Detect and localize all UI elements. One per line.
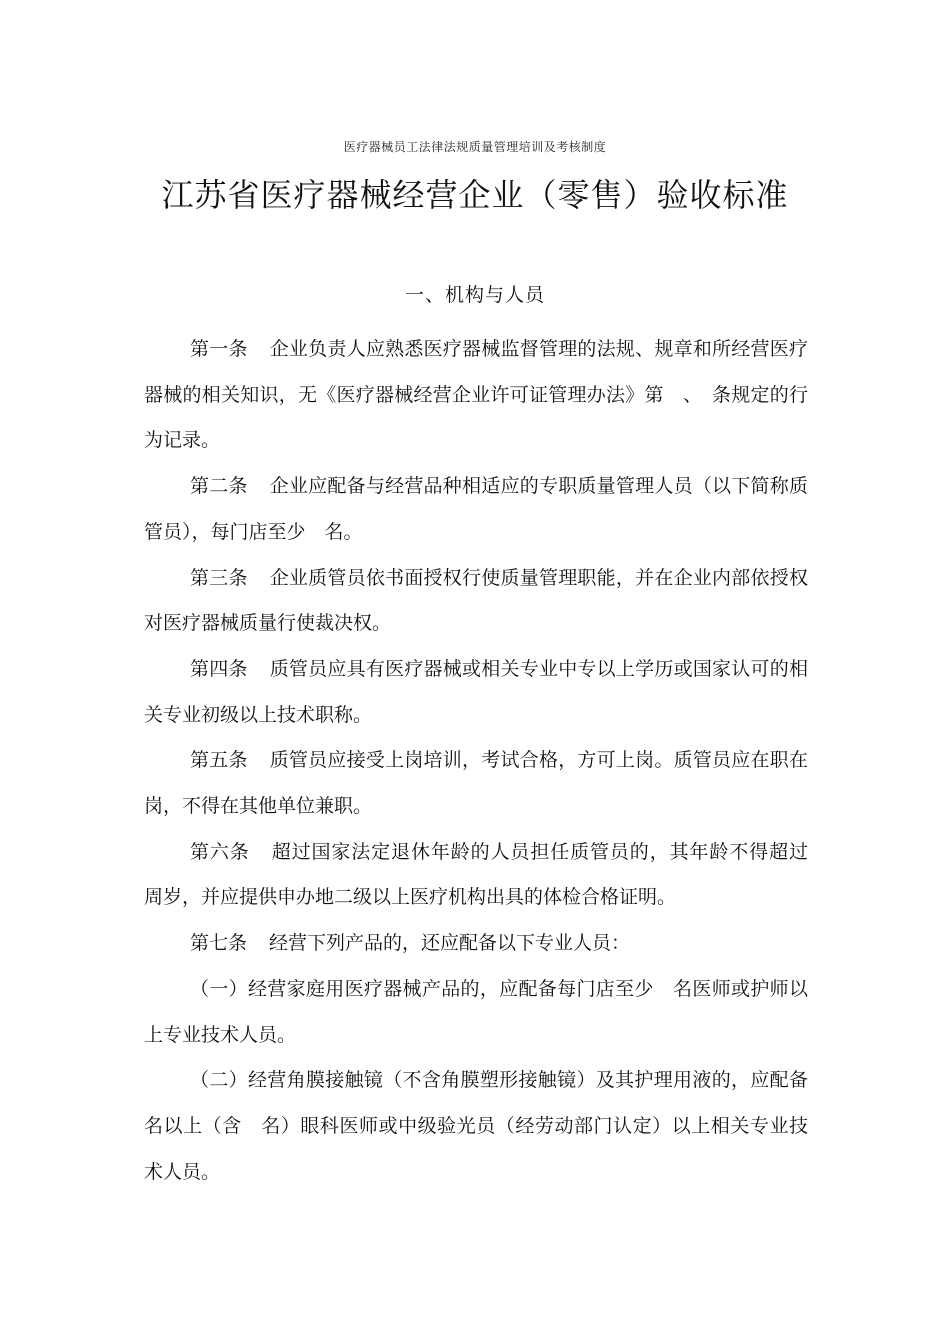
article-4 — [144, 647, 808, 738]
article-2 — [144, 464, 808, 555]
section-heading: 一、机构与人员 — [404, 284, 545, 306]
article-5 — [144, 738, 808, 829]
article-text: 企业应配备与经营品种相适应的专职质量管理人员（以下简称质管员），每门店至少 名。 — [144, 475, 808, 543]
article-text: （一）经营家庭用医疗器械产品的，应配备每门店至少 名医师或护师以上专业技术人员。 — [144, 977, 808, 1046]
article-label: 第一条 — [190, 338, 248, 360]
article-label: 第四条 — [190, 657, 248, 680]
article-text: 企业负责人应熟悉医疗器械监督管理的法规、规章和所经营医疗器械的相关知识，无《医疗器械经营企业许可证管理办法》第 、 条规定的行为记录。 — [144, 338, 808, 452]
article-text: 经营下列产品的，还应配备以下专业人员： — [269, 932, 631, 955]
article-text: 质管员应接受上岗培训，考试合格，方可上岗。质管员应在职在岗，不得在其他单位兼职。 — [144, 749, 808, 818]
article-text: 质管员应具有医疗器械或相关专业中专以上学历或国家认可的相关专业初级以上技术职称。 — [144, 657, 808, 726]
article-label: 第五条 — [190, 749, 248, 772]
article-text: 超过国家法定退休年龄的人员担任质管员的，其年龄不得超过 周岁，并应提供申办地二级以上医疗机构出具的体检合格证明。 — [144, 840, 827, 909]
article-label: 第二条 — [190, 475, 248, 498]
article-text: （二）经营角膜接触镜（不含角膜塑形接触镜）及其护理用液的，应配备 名以上（含 名）眼科医师或中级验光员（经劳动部门认定）以上相关专业技术人员。 — [144, 1069, 828, 1183]
running-header: 医疗器械员工法律法规质量管理培训及考核制度 — [343, 140, 607, 154]
article-label: 第三条 — [190, 566, 248, 589]
article-3 — [144, 556, 808, 647]
document-title: 江苏省医疗器械经营企业（零售）验收标准 — [161, 176, 789, 214]
document-body — [144, 327, 828, 1195]
article-text: 企业质管员依书面授权行使质量管理职能，并在企业内部依授权对医疗器械质量行使裁决权。 — [144, 566, 808, 635]
article-label: 第七条 — [190, 932, 248, 955]
article-7 — [144, 921, 808, 967]
article-1 — [144, 327, 808, 464]
article-label: 第六条 — [190, 840, 250, 863]
article-7-item-1 — [144, 967, 808, 1058]
article-7-item-2 — [144, 1058, 828, 1195]
article-6 — [144, 830, 827, 921]
